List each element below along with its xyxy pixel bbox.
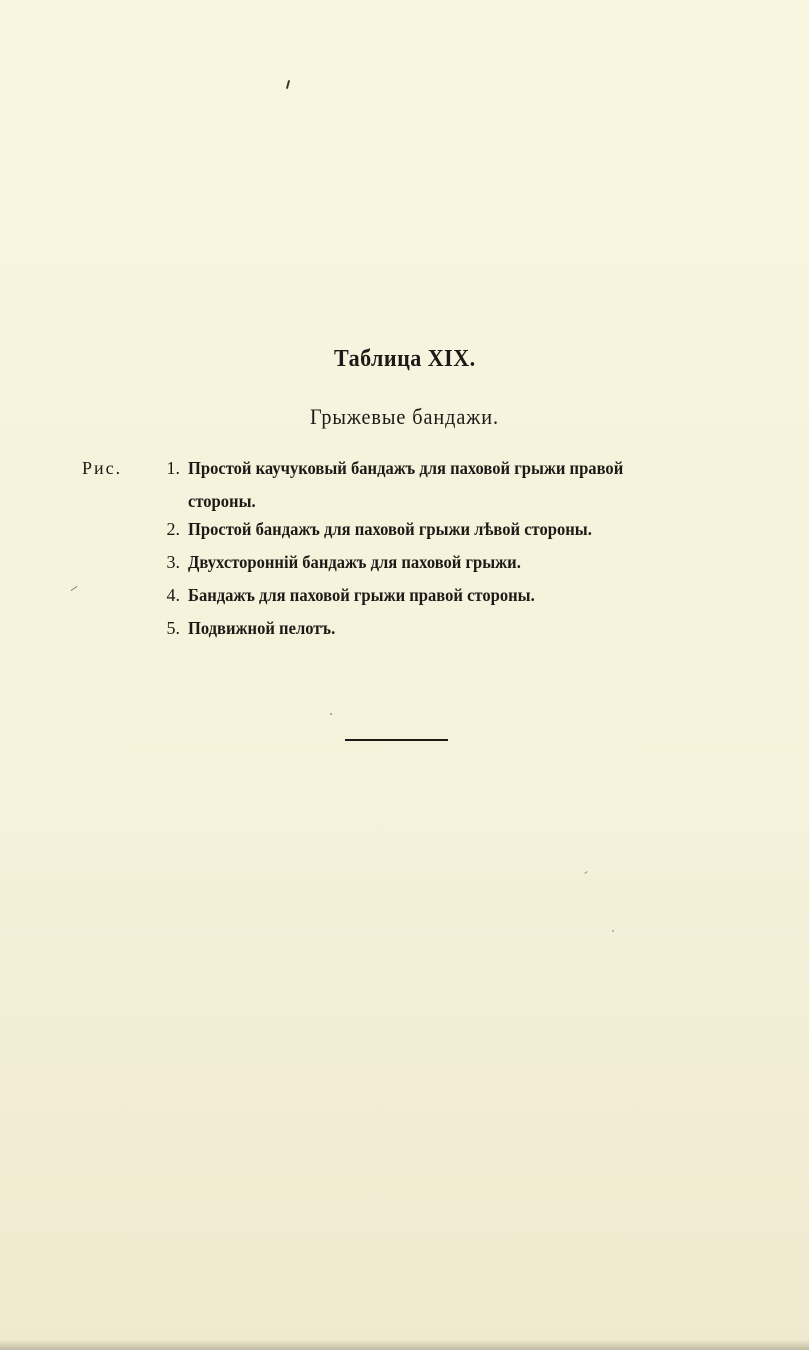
section-divider — [345, 739, 448, 741]
figure-caption: стороны. — [188, 491, 256, 511]
figures-label: Рис. — [82, 458, 123, 478]
page-edge-shadow — [0, 1340, 809, 1350]
figure-caption: Бандажъ для паховой грыжи правой стороны. — [188, 585, 535, 605]
plate-title: Таблица XIX. — [333, 346, 476, 372]
figure-caption: Простой бандажъ для паховой грыжи лѣвой стороны. — [188, 519, 592, 539]
figure-number: 5. — [166, 618, 180, 638]
figure-caption: Простой каучуковый бандажъ для паховой грыжи правой — [188, 458, 624, 478]
paper-speck — [330, 713, 332, 715]
figure-caption: Подвижной пелотъ. — [188, 618, 336, 638]
figure-number: 4. — [166, 585, 180, 605]
figure-item — [0, 519, 809, 552]
figure-number: 3. — [166, 552, 180, 572]
figure-item-continuation — [0, 491, 809, 519]
figure-caption: Двухсторонній бандажъ для паховой грыжи. — [188, 552, 521, 572]
paper-speck — [584, 871, 588, 874]
paper-speck — [286, 80, 290, 89]
figure-list — [0, 458, 809, 651]
plate-subtitle: Грыжевые бандажи. — [309, 404, 499, 429]
figure-item — [0, 458, 809, 491]
figure-item — [0, 552, 809, 585]
figure-number: 2. — [166, 519, 180, 539]
figure-item — [0, 585, 809, 618]
paper-speck — [612, 930, 614, 932]
figure-item — [0, 618, 809, 651]
figure-number: 1. — [166, 458, 180, 478]
